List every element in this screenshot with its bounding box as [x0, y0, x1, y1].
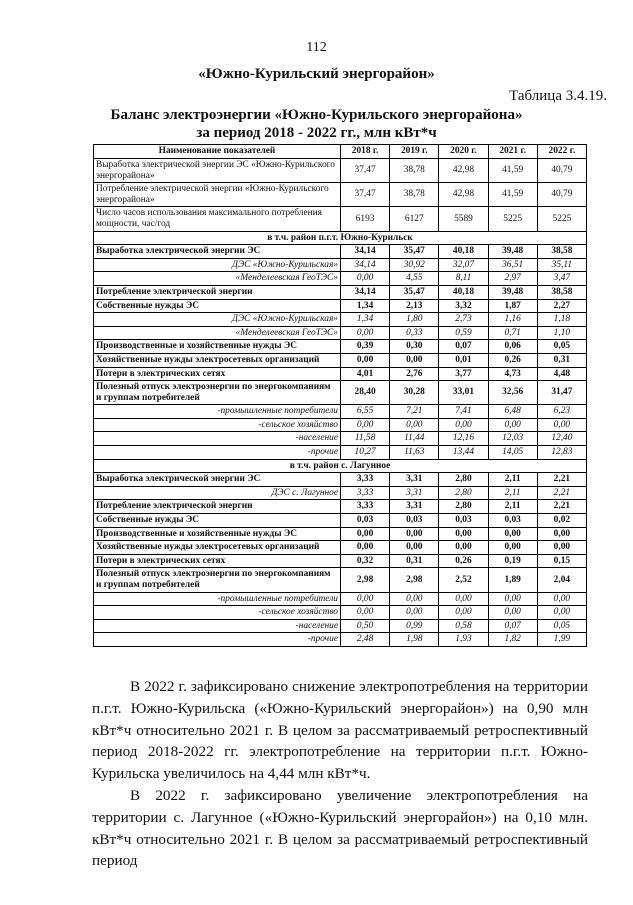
paragraph: В 2022 г. зафиксировано снижение электропотребления на территории п.г.т. Южно-Курильска («Южно-Курильский энергорайон») на 0,90 млн кВт*ч относительно 2021 г. В целом за рассматриваемый ретроспективный период 2018-2022 гг. электропотребление на территории п.г.т. Южно-Курильска увеличилось на 4,44 млн кВт*ч.	[92, 678, 588, 783]
row-label-cell: -прочие	[94, 446, 341, 460]
value-cell: 3,31	[390, 486, 439, 500]
value-cell: 40,79	[537, 183, 586, 207]
value-cell: 3,31	[390, 473, 439, 487]
value-cell: 0,00	[537, 527, 586, 541]
value-cell: 34,14	[341, 258, 390, 272]
value-cell: 32,07	[439, 258, 488, 272]
value-cell: 38,78	[390, 183, 439, 207]
header-cell: 2020 г.	[439, 145, 488, 159]
row-label-cell: Выработка электрической энергии ЭС «Южно-Курильского энергорайона»	[94, 159, 341, 183]
table-row	[94, 207, 587, 231]
table-row	[94, 272, 587, 286]
value-cell: 0,00	[537, 541, 586, 555]
table-caption	[0, 106, 633, 142]
row-label-cell: Выработка электрической энергии ЭС	[94, 473, 341, 487]
value-cell: 5225	[488, 207, 537, 231]
value-cell: 2,80	[439, 486, 488, 500]
value-cell: 12,83	[537, 446, 586, 460]
value-cell: 2,04	[537, 568, 586, 592]
value-cell: 37,47	[341, 183, 390, 207]
table-row	[94, 418, 587, 432]
value-cell: 0,71	[488, 326, 537, 340]
table-header-row	[94, 145, 587, 159]
row-label-cell: ДЭС «Южно-Курильская»	[94, 258, 341, 272]
value-cell: 0,00	[439, 541, 488, 555]
table-row	[94, 446, 587, 460]
table-section-row	[94, 459, 587, 473]
value-cell: 2,11	[488, 473, 537, 487]
value-cell: 30,28	[390, 381, 439, 405]
table-row	[94, 299, 587, 313]
row-label-cell: Полезный отпуск электроэнергии по энергокомпаниям и группам потребителей	[94, 381, 341, 405]
value-cell: 41,59	[488, 183, 537, 207]
value-cell: 0,26	[488, 353, 537, 367]
value-cell: 33,01	[439, 381, 488, 405]
value-cell: 4,48	[537, 367, 586, 381]
value-cell: 0,00	[341, 353, 390, 367]
value-cell: 0,15	[537, 554, 586, 568]
section-cell: в т.ч. район с. Лагунное	[94, 459, 587, 473]
value-cell: 1,93	[439, 633, 488, 647]
row-label-cell: Потери в электрических сетях	[94, 367, 341, 381]
value-cell: 28,40	[341, 381, 390, 405]
value-cell: 14,05	[488, 446, 537, 460]
value-cell: 0,05	[537, 619, 586, 633]
value-cell: 2,98	[390, 568, 439, 592]
value-cell: 1,16	[488, 313, 537, 327]
value-cell: 35,11	[537, 258, 586, 272]
value-cell: 0,00	[341, 272, 390, 286]
value-cell: 0,00	[341, 326, 390, 340]
row-label-cell: Выработка электрической энергии ЭС	[94, 245, 341, 259]
header-cell: Наименование показателей	[94, 145, 341, 159]
value-cell: 1,87	[488, 299, 537, 313]
value-cell: 1,18	[537, 313, 586, 327]
value-cell: 12,40	[537, 432, 586, 446]
value-cell: 4,55	[390, 272, 439, 286]
value-cell: 3,31	[390, 500, 439, 514]
row-label-cell: -население	[94, 619, 341, 633]
value-cell: 1,34	[341, 299, 390, 313]
table-row	[94, 245, 587, 259]
value-cell: 30,92	[390, 258, 439, 272]
value-cell: 31,47	[537, 381, 586, 405]
value-cell: 8,11	[439, 272, 488, 286]
value-cell: 0,30	[390, 340, 439, 354]
row-label-cell: Число часов использования максимального потребления мощности, час/год	[94, 207, 341, 231]
value-cell: 6,55	[341, 405, 390, 419]
table-row	[94, 500, 587, 514]
value-cell: 42,98	[439, 183, 488, 207]
value-cell: 0,31	[537, 353, 586, 367]
value-cell: 32,56	[488, 381, 537, 405]
value-cell: 2,80	[439, 473, 488, 487]
value-cell: 0,00	[341, 541, 390, 555]
value-cell: 5225	[537, 207, 586, 231]
row-label-cell: Производственные и хозяйственные нужды ЭС	[94, 527, 341, 541]
table-row	[94, 486, 587, 500]
value-cell: 13,44	[439, 446, 488, 460]
table-row	[94, 568, 587, 592]
row-label-cell: -промышленные потребители	[94, 405, 341, 419]
value-cell: 38,58	[537, 245, 586, 259]
value-cell: 40,79	[537, 159, 586, 183]
value-cell: 0,00	[390, 606, 439, 620]
value-cell: 2,11	[488, 486, 537, 500]
table-row	[94, 183, 587, 207]
value-cell: 1,99	[537, 633, 586, 647]
table-row	[94, 432, 587, 446]
value-cell: 0,07	[439, 340, 488, 354]
value-cell: 39,48	[488, 245, 537, 259]
value-cell: 0,00	[390, 527, 439, 541]
value-cell: 39,48	[488, 285, 537, 299]
value-cell: 0,00	[439, 606, 488, 620]
value-cell: 6127	[390, 207, 439, 231]
row-label-cell: Потери в электрических сетях	[94, 554, 341, 568]
value-cell: 2,21	[537, 500, 586, 514]
table-row	[94, 353, 587, 367]
value-cell: 0,06	[488, 340, 537, 354]
row-label-cell: Потребление электрической энергии	[94, 500, 341, 514]
row-label-cell: Собственные нужды ЭС	[94, 514, 341, 528]
value-cell: 1,80	[390, 313, 439, 327]
value-cell: 0,00	[390, 592, 439, 606]
value-cell: 0,00	[341, 606, 390, 620]
table-row	[94, 619, 587, 633]
table-row	[94, 367, 587, 381]
section-cell: в т.ч. район п.г.т. Южно-Курильск	[94, 231, 587, 245]
value-cell: 3,32	[439, 299, 488, 313]
value-cell: 2,21	[537, 486, 586, 500]
row-label-cell: -прочие	[94, 633, 341, 647]
table-row	[94, 606, 587, 620]
table-row	[94, 554, 587, 568]
value-cell: 0,32	[341, 554, 390, 568]
value-cell: 12,16	[439, 432, 488, 446]
value-cell: 6193	[341, 207, 390, 231]
value-cell: 1,82	[488, 633, 537, 647]
value-cell: 40,18	[439, 245, 488, 259]
value-cell: 10,27	[341, 446, 390, 460]
row-label-cell: Полезный отпуск электроэнергии по энергокомпаниям и группам потребителей	[94, 568, 341, 592]
table-number: Таблица 3.4.19.	[509, 88, 607, 104]
table-row	[94, 473, 587, 487]
header-cell: 2021 г.	[488, 145, 537, 159]
value-cell: 0,02	[537, 514, 586, 528]
table-row	[94, 541, 587, 555]
value-cell: 3,33	[341, 486, 390, 500]
table-caption-line: за период 2018 - 2022 гг., млн кВт*ч	[196, 125, 437, 141]
row-label-cell: Хозяйственные нужды электросетевых организаций	[94, 353, 341, 367]
value-cell: 0,00	[439, 592, 488, 606]
value-cell: 6,48	[488, 405, 537, 419]
value-cell: 0,03	[439, 514, 488, 528]
value-cell: 0,58	[439, 619, 488, 633]
value-cell: 1,10	[537, 326, 586, 340]
value-cell: 6,23	[537, 405, 586, 419]
table-row	[94, 633, 587, 647]
table-row	[94, 159, 587, 183]
row-label-cell: Собственные нужды ЭС	[94, 299, 341, 313]
value-cell: 2,52	[439, 568, 488, 592]
header-cell: 2022 г.	[537, 145, 586, 159]
value-cell: 34,14	[341, 245, 390, 259]
value-cell: 1,98	[390, 633, 439, 647]
value-cell: 0,00	[439, 418, 488, 432]
row-label-cell: -промышленные потребители	[94, 592, 341, 606]
value-cell: 36,51	[488, 258, 537, 272]
value-cell: 0,00	[341, 527, 390, 541]
table-row	[94, 527, 587, 541]
value-cell: 41,59	[488, 159, 537, 183]
value-cell: 7,41	[439, 405, 488, 419]
value-cell: 1,34	[341, 313, 390, 327]
value-cell: 38,58	[537, 285, 586, 299]
value-cell: 0,33	[390, 326, 439, 340]
paragraph: В 2022 г. зафиксировано увеличение электропотребления на территории с. Лагунное («Южно-Курильский энергорайон») на 0,10 млн. кВт*ч относительно 2021 г. В целом за рассматриваемый ретроспективный период	[92, 786, 588, 870]
value-cell: 3,47	[537, 272, 586, 286]
table-row	[94, 258, 587, 272]
value-cell: 0,00	[439, 527, 488, 541]
value-cell: 0,00	[488, 592, 537, 606]
header-cell: 2019 г.	[390, 145, 439, 159]
value-cell: 3,33	[341, 500, 390, 514]
value-cell: 35,47	[390, 245, 439, 259]
value-cell: 11,58	[341, 432, 390, 446]
table-body	[94, 159, 587, 647]
value-cell: 0,00	[390, 418, 439, 432]
value-cell: 12,03	[488, 432, 537, 446]
value-cell: 0,39	[341, 340, 390, 354]
header-cell: 2018 г.	[341, 145, 390, 159]
value-cell: 2,97	[488, 272, 537, 286]
section-title: «Южно-Курильский энергорайон»	[198, 66, 435, 82]
value-cell: 0,99	[390, 619, 439, 633]
row-label-cell: Хозяйственные нужды электросетевых организаций	[94, 541, 341, 555]
value-cell: 0,03	[390, 514, 439, 528]
table-row	[94, 514, 587, 528]
row-label-cell: -сельское хозяйство	[94, 418, 341, 432]
row-label-cell: ДЭС с. Лагунное	[94, 486, 341, 500]
value-cell: 2,48	[341, 633, 390, 647]
value-cell: 3,77	[439, 367, 488, 381]
value-cell: 0,00	[537, 418, 586, 432]
page-number: 112	[306, 40, 327, 55]
value-cell: 0,50	[341, 619, 390, 633]
value-cell: 2,73	[439, 313, 488, 327]
value-cell: 4,01	[341, 367, 390, 381]
row-label-cell: -население	[94, 432, 341, 446]
value-cell: 0,05	[537, 340, 586, 354]
value-cell: 0,19	[488, 554, 537, 568]
value-cell: 34,14	[341, 285, 390, 299]
row-label-cell: ДЭС «Южно-Курильская»	[94, 313, 341, 327]
table-row	[94, 326, 587, 340]
value-cell: 2,80	[439, 500, 488, 514]
value-cell: 0,00	[537, 606, 586, 620]
value-cell: 2,76	[390, 367, 439, 381]
value-cell: 0,00	[488, 418, 537, 432]
value-cell: 0,07	[488, 619, 537, 633]
value-cell: 1,89	[488, 568, 537, 592]
table-caption-line: Баланс электроэнергии «Южно-Курильского энергорайона»	[110, 107, 523, 123]
value-cell: 0,00	[390, 353, 439, 367]
table-row	[94, 340, 587, 354]
value-cell: 42,98	[439, 159, 488, 183]
table-row	[94, 405, 587, 419]
table-row	[94, 592, 587, 606]
value-cell: 35,47	[390, 285, 439, 299]
value-cell: 5589	[439, 207, 488, 231]
value-cell: 40,18	[439, 285, 488, 299]
value-cell: 2,21	[537, 473, 586, 487]
balance-table	[93, 144, 587, 647]
table-row	[94, 285, 587, 299]
value-cell: 0,31	[390, 554, 439, 568]
table-section-row	[94, 231, 587, 245]
row-label-cell: -сельское хозяйство	[94, 606, 341, 620]
value-cell: 0,00	[488, 606, 537, 620]
value-cell: 0,00	[341, 418, 390, 432]
value-cell: 0,03	[488, 514, 537, 528]
row-label-cell: «Менделеевская ГеоТЭС»	[94, 326, 341, 340]
row-label-cell: Потребление электрической энергии	[94, 285, 341, 299]
value-cell: 2,11	[488, 500, 537, 514]
value-cell: 7,21	[390, 405, 439, 419]
value-cell: 0,59	[439, 326, 488, 340]
value-cell: 11,44	[390, 432, 439, 446]
table-row	[94, 313, 587, 327]
value-cell: 11,63	[390, 446, 439, 460]
value-cell: 37,47	[341, 159, 390, 183]
value-cell: 2,27	[537, 299, 586, 313]
table-row	[94, 381, 587, 405]
value-cell: 38,78	[390, 159, 439, 183]
body-text	[92, 676, 588, 872]
value-cell: 2,13	[390, 299, 439, 313]
value-cell: 0,00	[537, 592, 586, 606]
row-label-cell: «Менделеевская ГеоТЭС»	[94, 272, 341, 286]
value-cell: 0,00	[390, 541, 439, 555]
row-label-cell: Потребление электрической энергии «Южно-Курильского энергорайона»	[94, 183, 341, 207]
value-cell: 3,33	[341, 473, 390, 487]
value-cell: 0,00	[341, 592, 390, 606]
value-cell: 0,00	[488, 541, 537, 555]
value-cell: 0,03	[341, 514, 390, 528]
value-cell: 2,98	[341, 568, 390, 592]
value-cell: 0,00	[488, 527, 537, 541]
value-cell: 0,26	[439, 554, 488, 568]
value-cell: 0,01	[439, 353, 488, 367]
value-cell: 4,73	[488, 367, 537, 381]
row-label-cell: Производственные и хозяйственные нужды ЭС	[94, 340, 341, 354]
